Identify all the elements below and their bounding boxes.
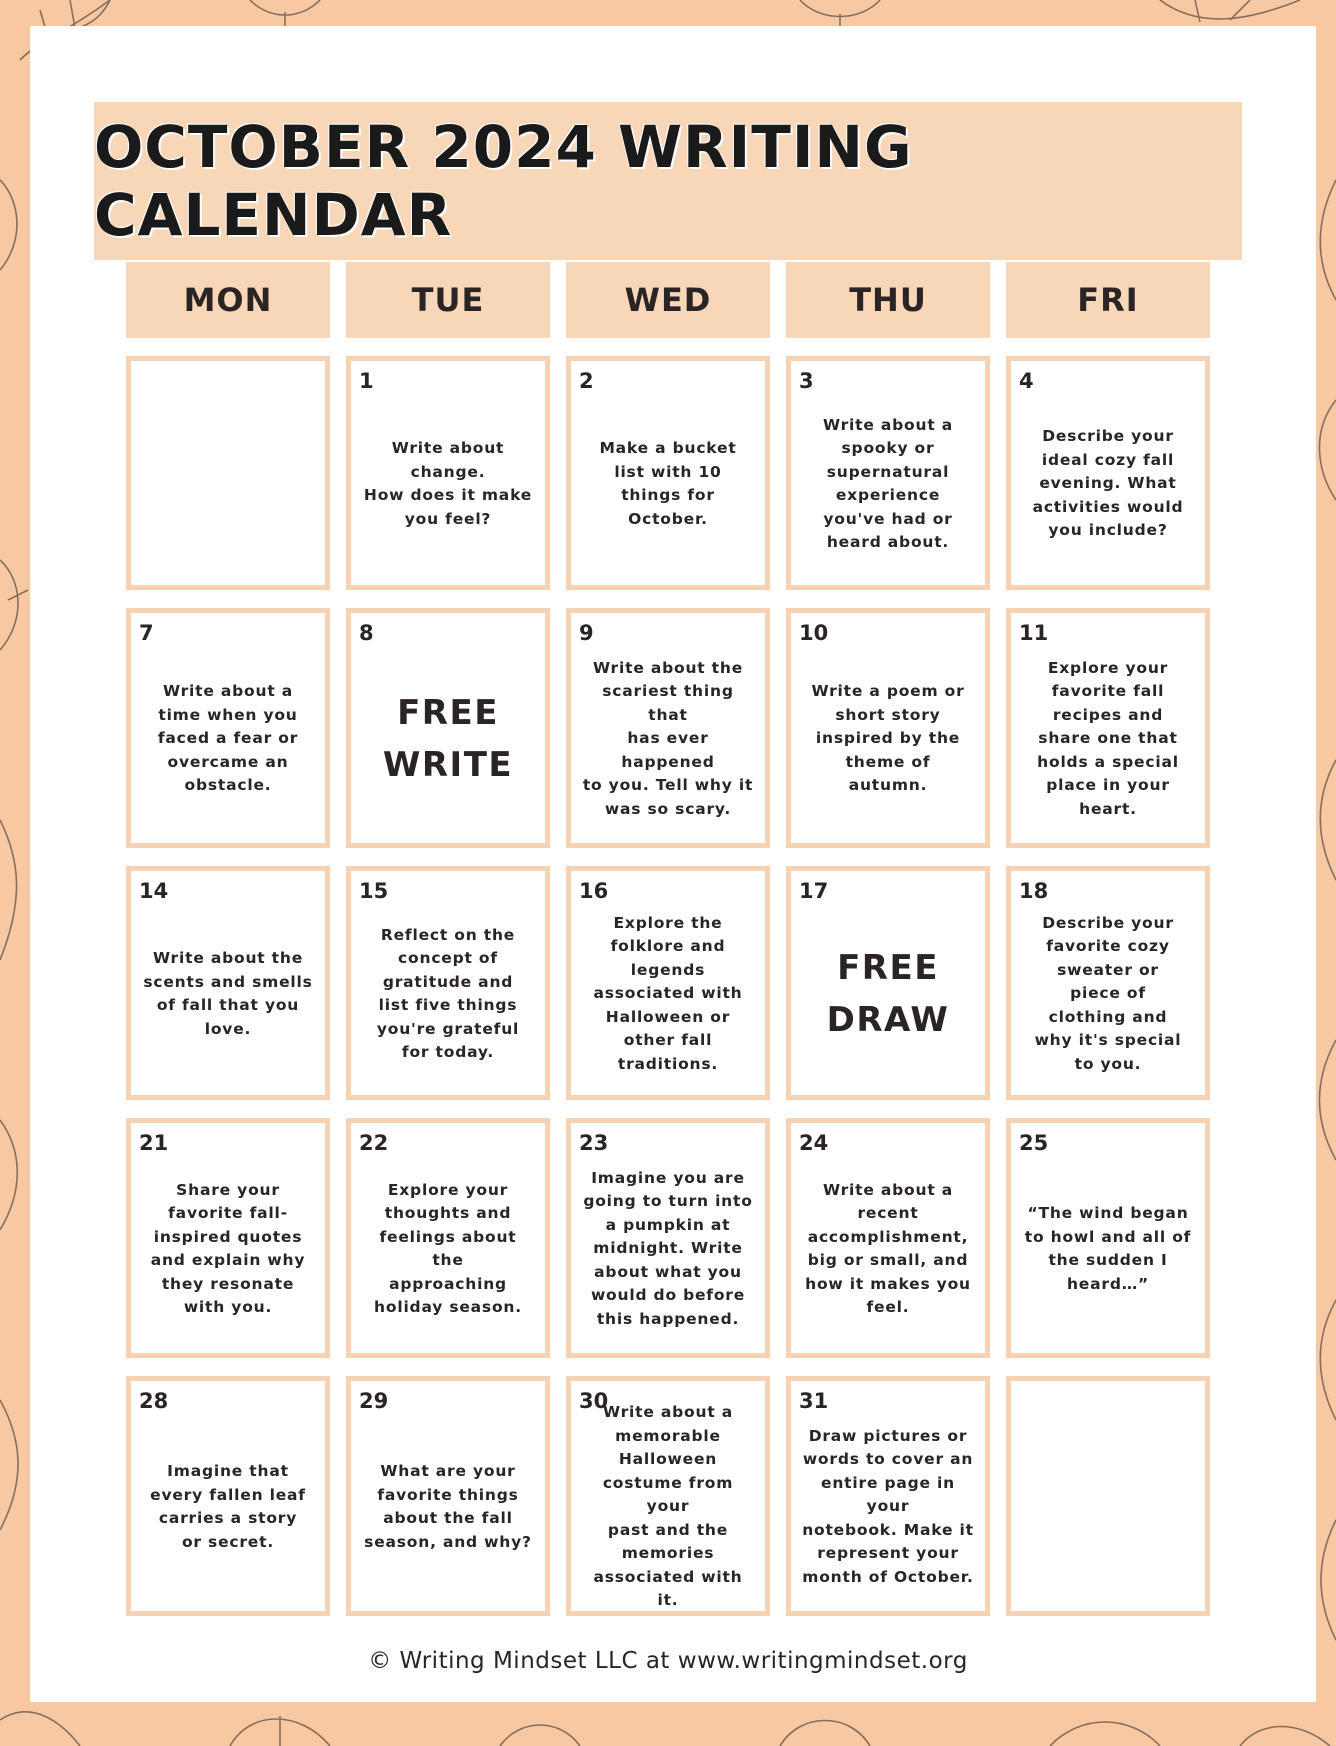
day-cell-4 (1006, 356, 1210, 590)
day-prompt: Explore your thoughts and feelings about the approaching holiday season. (374, 1180, 522, 1316)
copyright-footer: © Writing Mindset LLC at www.writingmindset.org (368, 1648, 968, 1674)
day-number: 28 (139, 1389, 169, 1413)
day-prompt: Explore the folklore and legends associated with Halloween or other fall traditions. (593, 913, 743, 1073)
day-number: 17 (799, 879, 829, 903)
day-number: 24 (799, 1131, 829, 1155)
weekday-wed: WED (566, 262, 770, 338)
day-prompt: Describe your favorite cozy sweater or piece of clothing and why it's special to you. (1034, 913, 1182, 1073)
page-title: OCTOBER 2024 WRITING CALENDAR (94, 113, 913, 249)
day-prompt: FREE WRITE (382, 693, 514, 785)
day-cell-8 (346, 608, 550, 848)
day-prompt: Write about the scents and smells of fall that you love. (143, 949, 313, 1038)
leaf-outline-icon (1160, 0, 1300, 22)
day-number: 3 (799, 369, 814, 393)
leaf-outline-icon (250, 0, 880, 26)
day-prompt: Make a bucket list with 10 things for October. (599, 439, 737, 528)
day-number: 2 (579, 369, 594, 393)
empty-day-cell (126, 356, 330, 590)
calendar-sheet (30, 26, 1316, 1702)
day-cell-14 (126, 866, 330, 1100)
day-number: 15 (359, 879, 389, 903)
day-number: 22 (359, 1131, 389, 1155)
leaf-outline-icon (0, 180, 28, 650)
day-number: 8 (359, 621, 374, 645)
day-prompt: FREE DRAW (826, 948, 950, 1040)
leaf-outline-icon (1319, 180, 1336, 880)
day-cell-15 (346, 866, 550, 1100)
day-number: 14 (139, 879, 169, 903)
day-cell-31 (786, 1376, 990, 1616)
day-cell-10 (786, 608, 990, 848)
day-cell-9 (566, 608, 770, 848)
day-cell-2 (566, 356, 770, 590)
day-prompt (1021, 1413, 1195, 1601)
day-prompt: Write about the scariest thing that has ever happened to you. Tell why it was so scary. (582, 658, 754, 818)
day-cell-17 (786, 866, 990, 1100)
empty-day-cell (1006, 1376, 1210, 1616)
day-prompt: “The wind began to howl and all of the sudden I heard…” (1024, 1204, 1192, 1293)
day-number: 7 (139, 621, 154, 645)
day-prompt: Write about change. How does it make you feel? (363, 439, 533, 528)
day-number: 16 (579, 879, 609, 903)
day-cell-11 (1006, 608, 1210, 848)
day-number: 30 (579, 1389, 609, 1413)
day-number: 25 (1019, 1131, 1049, 1155)
day-prompt: Write about a time when you faced a fear or overcame an obstacle. (157, 682, 299, 795)
day-number: 9 (579, 621, 594, 645)
day-prompt: Write about a spooky or supernatural experience you've had or heard about. (822, 415, 953, 551)
day-cell-18 (1006, 866, 1210, 1100)
day-number: 11 (1019, 621, 1049, 645)
leaf-outline-icon (0, 820, 18, 1530)
day-prompt: Write about a recent accomplishment, big or small, and how it makes you feel. (805, 1180, 971, 1316)
day-prompt: Share your favorite fall- inspired quotes and explain why they resonate with you. (150, 1180, 306, 1316)
weekday-mon: MON (126, 262, 330, 338)
day-number: 1 (359, 369, 374, 393)
day-cell-25 (1006, 1118, 1210, 1358)
day-prompt: What are your favorite things about the fall season, and why? (364, 1462, 532, 1551)
weekday-thu: THU (786, 262, 990, 338)
day-number: 21 (139, 1131, 169, 1155)
leaf-outline-icon (0, 1712, 330, 1746)
weekday-tue: TUE (346, 262, 550, 338)
day-number: 23 (579, 1131, 609, 1155)
day-cell-24 (786, 1118, 990, 1358)
day-cell-16 (566, 866, 770, 1100)
weekday-fri: FRI (1006, 262, 1210, 338)
day-cell-28 (126, 1376, 330, 1616)
leaf-outline-icon (500, 1721, 1330, 1746)
weekday-header-row (126, 262, 1212, 338)
day-cell-1 (346, 356, 550, 590)
day-cell-21 (126, 1118, 330, 1358)
day-prompt: Imagine you are going to turn into a pumpkin at midnight. Write about what you would do before this happened. (583, 1168, 753, 1328)
day-number: 10 (799, 621, 829, 645)
day-prompt: Describe your ideal cozy fall evening. What activities would you include? (1032, 427, 1184, 540)
day-number: 29 (359, 1389, 389, 1413)
day-cell-3 (786, 356, 990, 590)
day-cell-7 (126, 608, 330, 848)
day-cell-29 (346, 1376, 550, 1616)
leaf-outline-icon (1320, 1040, 1336, 1640)
day-prompt: Write about a memorable Halloween costume from your past and the memories associated with it. (593, 1403, 743, 1610)
day-prompt: Imagine that every fallen leaf carries a story or secret. (150, 1462, 306, 1551)
day-prompt: Reflect on the concept of gratitude and list five things you're grateful for today. (376, 925, 520, 1061)
day-prompt (141, 393, 315, 575)
day-prompt: Draw pictures or words to cover an entire page in your notebook. Make it represent your month of October. (802, 1426, 974, 1586)
day-prompt: Write a poem or short story inspired by the theme of autumn. (811, 682, 965, 795)
title-banner (94, 102, 1242, 260)
day-number: 18 (1019, 879, 1049, 903)
day-cell-22 (346, 1118, 550, 1358)
day-prompt: Explore your favorite fall recipes and share one that holds a special place in your heart. (1037, 658, 1179, 818)
day-number: 31 (799, 1389, 829, 1413)
day-number: 4 (1019, 369, 1034, 393)
day-cell-23 (566, 1118, 770, 1358)
calendar-grid (126, 356, 1212, 1616)
day-cell-30 (566, 1376, 770, 1616)
